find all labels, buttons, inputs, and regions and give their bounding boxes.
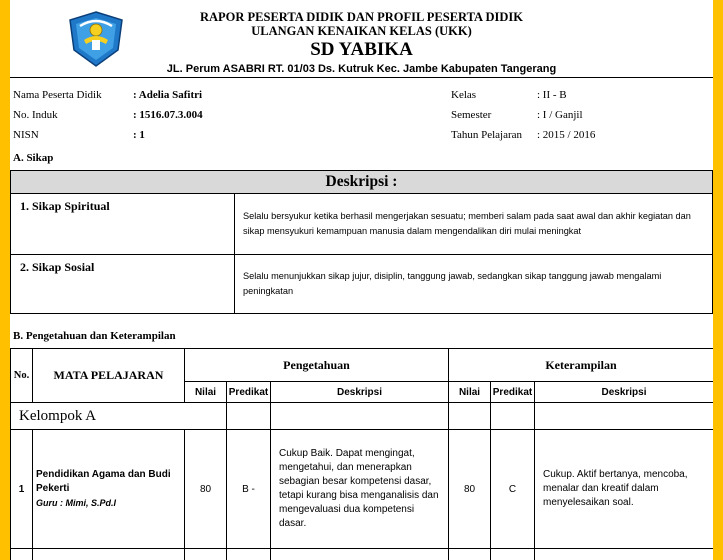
school-name: SD YABIKA bbox=[310, 39, 413, 60]
empty-cell bbox=[449, 549, 491, 560]
subject-name: Pendidikan Agama dan Budi Pekerti bbox=[36, 469, 171, 494]
k-deskripsi: Cukup. Aktif bertanya, mencoba, menalar dan kreatif dalam menyelesaikan soal. bbox=[535, 430, 714, 549]
nis-label: No. Induk bbox=[13, 109, 58, 121]
header-divider bbox=[10, 77, 713, 78]
kelas-value: : II - B bbox=[537, 89, 567, 101]
nis-value: : 1516.07.3.004 bbox=[133, 109, 203, 121]
name-value: : Adelia Safitri bbox=[133, 89, 203, 101]
empty-cell bbox=[33, 549, 185, 560]
col-keterampilan-header: Keterampilan bbox=[449, 349, 714, 382]
sikap-aspect: 2. Sikap Sosial bbox=[11, 255, 235, 314]
semester-label: Semester bbox=[451, 109, 492, 121]
sikap-section-title: A. Sikap bbox=[13, 152, 54, 164]
kelas-label: Kelas bbox=[451, 89, 477, 101]
nisn-value: : 1 bbox=[133, 129, 145, 141]
sikap-description: Selalu menunjukkan sikap jujur, disiplin, tanggung jawab, sedangkan sikap tanggung jawab mengalami peningkatan bbox=[235, 255, 713, 314]
tahun-value: : 2015 / 2016 bbox=[537, 129, 596, 141]
k-predikat: C bbox=[491, 430, 535, 549]
empty-cell bbox=[185, 549, 227, 560]
col-no-header: No. bbox=[11, 349, 33, 403]
p-nilai: 80 bbox=[185, 430, 227, 549]
sikap-row-sosial bbox=[11, 255, 713, 314]
sikap-aspect: 1. Sikap Spiritual bbox=[11, 194, 235, 255]
pengetahuan-section-title: B. Pengetahuan dan Keterampilan bbox=[13, 330, 176, 342]
sikap-row-spiritual bbox=[11, 194, 713, 255]
sub-nilai-header: Nilai bbox=[185, 382, 227, 403]
sub-nilai-header: Nilai bbox=[449, 382, 491, 403]
subject-cell bbox=[33, 430, 185, 549]
table-row bbox=[11, 430, 714, 549]
group-spacer bbox=[227, 403, 271, 430]
report-sheet bbox=[10, 0, 713, 560]
group-label: Kelompok A bbox=[11, 403, 185, 430]
sikap-description: Selalu bersyukur ketika berhasil mengerjakan sesuatu; memberi salam pada saat awal dan akhir kegiatan dan sikap mensyukuri kemampuan manusia dalam mengendalikan diri mulai meningkat bbox=[235, 194, 713, 255]
group-spacer bbox=[449, 403, 491, 430]
grades-table bbox=[10, 348, 713, 560]
group-spacer bbox=[535, 403, 714, 430]
nisn-label: NISN bbox=[13, 129, 39, 141]
empty-cell bbox=[535, 549, 714, 560]
exam-title: ULANGAN KENAIKAN KELAS (UKK) bbox=[251, 24, 472, 38]
empty-cell bbox=[491, 549, 535, 560]
name-label: Nama Peserta Didik bbox=[13, 89, 102, 101]
sub-deskripsi-header: Deskripsi bbox=[535, 382, 714, 403]
col-pengetahuan-header: Pengetahuan bbox=[185, 349, 449, 382]
sub-predikat-header: Predikat bbox=[227, 382, 271, 403]
k-nilai: 80 bbox=[449, 430, 491, 549]
teacher-name: Guru : Mimi, S.Pd.I bbox=[36, 498, 117, 508]
sub-deskripsi-header: Deskripsi bbox=[271, 382, 449, 403]
group-spacer bbox=[185, 403, 227, 430]
col-subject-header: MATA PELAJARAN bbox=[33, 349, 185, 403]
empty-cell bbox=[271, 549, 449, 560]
group-spacer bbox=[491, 403, 535, 430]
p-deskripsi: Cukup Baik. Dapat mengingat, mengetahui, dan menerapkan sebagian besar kompetensi dasar, tetapi kurang bisa menganalisis dan mengevaluasi dua kompetensi dasar. bbox=[271, 430, 449, 549]
tahun-label: Tahun Pelajaran bbox=[451, 129, 523, 141]
sub-predikat-header: Predikat bbox=[491, 382, 535, 403]
group-spacer bbox=[271, 403, 449, 430]
semester-value: : I / Ganjil bbox=[537, 109, 583, 121]
table-row bbox=[11, 549, 714, 560]
row-number: 1 bbox=[11, 430, 33, 549]
sikap-header: Deskripsi : bbox=[11, 171, 713, 194]
school-address: JL. Perum ASABRI RT. 01/03 Ds. Kutruk Kec. Jambe Kabupaten Tangerang bbox=[166, 63, 557, 75]
empty-cell bbox=[227, 549, 271, 560]
empty-cell bbox=[11, 549, 33, 560]
report-title: RAPOR PESERTA DIDIK DAN PROFIL PESERTA DIDIK bbox=[199, 10, 523, 24]
p-predikat: B - bbox=[227, 430, 271, 549]
sikap-table bbox=[10, 170, 713, 314]
